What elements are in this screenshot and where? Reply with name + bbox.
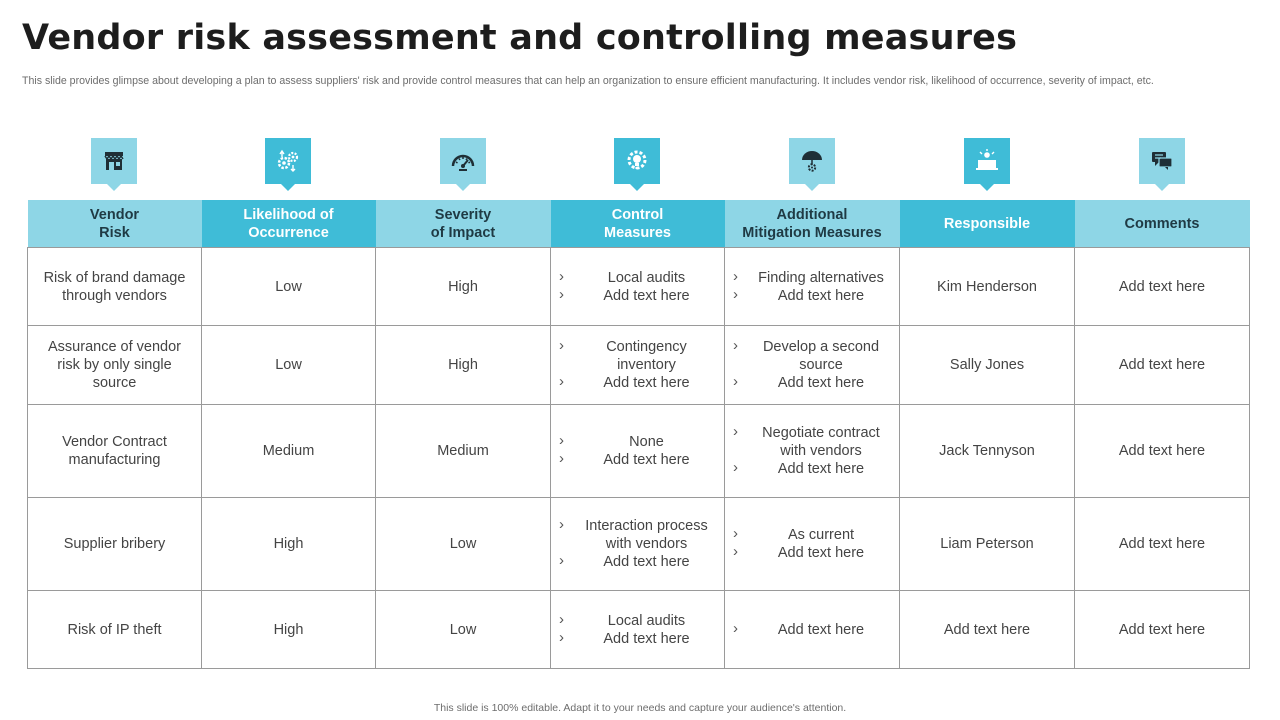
icon-pointer (456, 184, 470, 191)
bullet-item: › Add text here (733, 544, 891, 562)
comments-cell: Add text here (1075, 326, 1250, 405)
control-measures-cell (551, 498, 725, 591)
gear-bulb-icon (614, 138, 660, 184)
risk-table (27, 200, 1250, 669)
bullet-list (733, 526, 891, 562)
bullet-item: › Add text here (733, 621, 891, 639)
bullet-item: › Contingency inventory (559, 338, 716, 374)
severity-cell: High (376, 326, 551, 405)
column-icon-cell (550, 138, 724, 194)
control-measures-cell (551, 591, 725, 669)
mitigation-measures-cell (725, 498, 900, 591)
comments-cell: Add text here (1075, 248, 1250, 326)
comments-cell: Add text here (1075, 405, 1250, 498)
control-measures-cell (551, 326, 725, 405)
likelihood-cell: High (202, 591, 376, 669)
comments-cell: Add text here (1075, 498, 1250, 591)
bullet-item: › As current (733, 526, 891, 544)
umbrella-gear-icon (789, 138, 835, 184)
person-presenting-icon (964, 138, 1010, 184)
bullet-item: › Local audits (559, 269, 716, 287)
bullet-list (559, 338, 716, 392)
comments-cell: Add text here (1075, 591, 1250, 669)
column-icon-cell (1074, 138, 1249, 194)
table-row (28, 498, 1250, 591)
bullet-list (733, 621, 891, 639)
column-header: Vendor Risk (28, 200, 202, 248)
bullet-item: › None (559, 433, 716, 451)
mitigation-measures-cell (725, 591, 900, 669)
table-body (28, 248, 1250, 669)
column-header: Control Measures (551, 200, 725, 248)
vendor-risk-cell: Vendor Contract manufacturing (28, 405, 202, 498)
bullet-item: › Develop a second source (733, 338, 891, 374)
bullet-item: › Add text here (559, 287, 716, 305)
bullet-list (559, 612, 716, 648)
responsible-cell: Kim Henderson (900, 248, 1075, 326)
chat-bubbles-icon (1139, 138, 1185, 184)
mitigation-measures-cell (725, 405, 900, 498)
mitigation-measures-cell (725, 326, 900, 405)
column-icon-row (27, 138, 1248, 194)
severity-cell: High (376, 248, 551, 326)
page-subtitle: This slide provides glimpse about developing a plan to assess suppliers' risk and provide control measures that can help an organization to ensure efficient manufacturing. It includes vendor risk, likelihood of occurrence, severity of impact, etc. (22, 75, 1154, 87)
control-measures-cell (551, 248, 725, 326)
vendor-store-icon (91, 138, 137, 184)
footer-note: This slide is 100% editable. Adapt it to your needs and capture your audience's attention. (433, 702, 847, 714)
vendor-risk-cell: Supplier bribery (28, 498, 202, 591)
vendor-risk-cell: Assurance of vendor risk by only single source (28, 326, 202, 405)
table-row (28, 405, 1250, 498)
responsible-cell: Jack Tennyson (900, 405, 1075, 498)
vendor-risk-cell: Risk of IP theft (28, 591, 202, 669)
icon-pointer (630, 184, 644, 191)
control-measures-cell (551, 405, 725, 498)
table-row (28, 248, 1250, 326)
bullet-list (733, 269, 891, 305)
bullet-list (559, 517, 716, 571)
bullet-list (559, 433, 716, 469)
severity-cell: Medium (376, 405, 551, 498)
severity-cell: Low (376, 591, 551, 669)
table-header-row (28, 200, 1250, 248)
icon-pointer (281, 184, 295, 191)
bullet-item: › Interaction process with vendors (559, 517, 716, 553)
bullet-list (559, 269, 716, 305)
vendor-risk-cell: Risk of brand damage through vendors (28, 248, 202, 326)
icon-pointer (980, 184, 994, 191)
icon-pointer (1155, 184, 1169, 191)
bullet-item: › Finding alternatives (733, 269, 891, 287)
column-header: Responsible (900, 200, 1075, 248)
mitigation-measures-cell (725, 248, 900, 326)
bullet-item: › Add text here (559, 553, 716, 571)
bullet-item: › Add text here (733, 460, 891, 478)
bullet-item: › Add text here (733, 287, 891, 305)
icon-pointer (107, 184, 121, 191)
bullet-item: › Local audits (559, 612, 716, 630)
column-icon-cell (375, 138, 550, 194)
responsible-cell: Add text here (900, 591, 1075, 669)
table-row (28, 591, 1250, 669)
bullet-item: › Add text here (559, 451, 716, 469)
column-header: Severity of Impact (376, 200, 551, 248)
table-row (28, 326, 1250, 405)
likelihood-cell: High (202, 498, 376, 591)
gears-arrows-icon (265, 138, 311, 184)
column-header: Additional Mitigation Measures (725, 200, 900, 248)
bullet-item: › Add text here (733, 374, 891, 392)
likelihood-cell: Low (202, 326, 376, 405)
column-header: Comments (1075, 200, 1250, 248)
column-icon-cell (27, 138, 201, 194)
column-icon-cell (724, 138, 899, 194)
likelihood-cell: Medium (202, 405, 376, 498)
column-header: Likelihood of Occurrence (202, 200, 376, 248)
icon-pointer (805, 184, 819, 191)
bullet-item: › Add text here (559, 630, 716, 648)
bullet-item: › Add text here (559, 374, 716, 392)
likelihood-cell: Low (202, 248, 376, 326)
bullet-list (733, 338, 891, 392)
responsible-cell: Liam Peterson (900, 498, 1075, 591)
bullet-item: › Negotiate contract with vendors (733, 424, 891, 460)
bullet-list (733, 424, 891, 478)
page-title: Vendor risk assessment and controlling measures (22, 18, 1018, 58)
column-icon-cell (201, 138, 375, 194)
responsible-cell: Sally Jones (900, 326, 1075, 405)
column-icon-cell (899, 138, 1074, 194)
severity-cell: Low (376, 498, 551, 591)
gauge-icon (440, 138, 486, 184)
